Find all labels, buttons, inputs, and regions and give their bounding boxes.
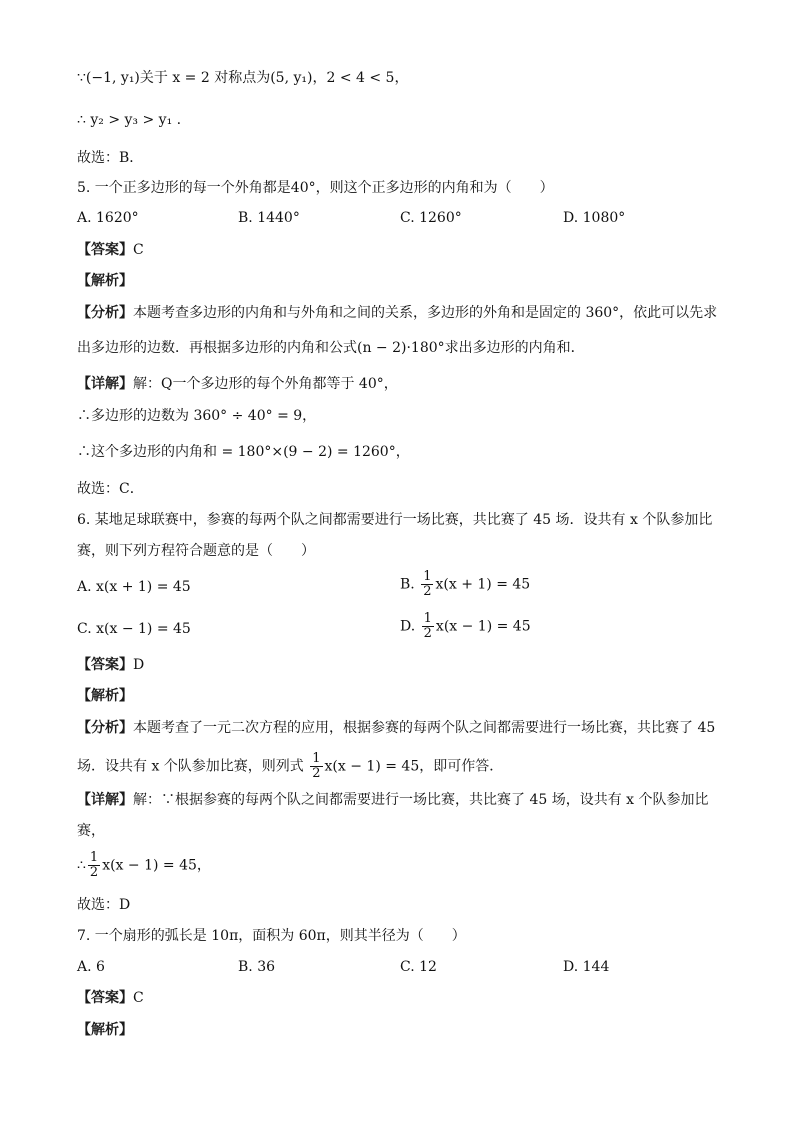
q5-fenxi-line-1: 【分析】本题考查多边形的内角和与外角和之间的关系，多边形的外角和是固定的 360°，依此可以先求 [77,305,718,321]
q7-option-d: D. 144 [563,959,610,975]
q7-answer-tag: 【答案】 [77,990,133,1006]
q6-fenxi-line-2: 场．设共有 x 个队参加比赛，则列式 $\frac{1}{2}$ x(x − 1) = 45，即可作答． [77,751,504,781]
q6-stem-line-1: 6. 某地足球联赛中，参赛的每两个队之间都需要进行一场比赛，共比赛了 45 场．设共有 x 个队参加比 [77,512,713,528]
q5-analysis-tag: 【解析】 [77,273,133,289]
q6-option-d: D. $\frac{1}{2}$ x(x − 1) = 45 [400,611,531,641]
q5-answer: C [133,242,144,258]
fraction-one-half: $\frac{1}{2}$ [423,611,432,641]
q6-xiangjie-line-3: ∴ $\frac{1}{2}$ x(x − 1) = 45， [77,850,211,880]
q5-option-a: A. 1620° [77,210,139,226]
fraction-one-half: $\frac{1}{2}$ [89,850,99,880]
q6-option-c: C. x(x − 1) = 45 [77,621,191,637]
prev-solution-choose: 故选：B． [77,150,144,166]
q5-xiangjie-tag: 【详解】 [77,376,133,392]
q5-fenxi-line-2: 出多边形的边数．再根据多边形的内角和公式(n − 2)·180°求出多边形的内角和． [77,340,585,356]
q6-xiangjie-line-1: 【详解】解：∵根据参赛的每两个队之间都需要进行一场比赛，共比赛了 45 场，设共有 x 个队参加比 [77,792,709,808]
q6-xiangjie-tag: 【详解】 [77,792,133,808]
q7-option-a: A. 6 [77,959,105,975]
q6-answer-line [77,655,144,675]
q7-answer: C [133,990,144,1006]
prev-solution-line-2: ∴ y₂ > y₃ > y₁ . [77,112,182,128]
q6-stem-line-2: 赛，则下列方程符合题意的是（ ） [77,543,315,559]
q5-xiangjie-line-2: ∴多边形的边数为 360° ÷ 40° = 9， [77,408,317,424]
fraction-one-half: $\frac{1}{2}$ [312,751,321,781]
q5-choose: 故选：C． [77,481,144,497]
q6-xiangjie-line-2: 赛， [77,823,105,839]
q6-option-a: A. x(x + 1) = 45 [77,579,191,595]
q7-option-b: B. 36 [238,959,276,975]
q7-answer-line [77,988,144,1008]
q6-answer-tag: 【答案】 [77,657,133,673]
fraction-one-half: $\frac{1}{2}$ [423,569,432,599]
q6-answer: D [133,657,145,673]
q5-option-d: D. 1080° [563,210,626,226]
q5-answer-line [77,240,144,260]
q5-fenxi-tag: 【分析】 [77,305,133,321]
q6-fenxi-line-1: 【分析】本题考查了一元二次方程的应用，根据参赛的每两个队之间都需要进行一场比赛，共比赛了 45 [77,720,716,736]
prev-solution-line-1: ∵(−1, y₁)关于 x = 2 对称点为(5, y₁)，2 < 4 < 5， [77,70,409,86]
q5-option-c: C. 1260° [400,210,462,226]
q5-answer-tag: 【答案】 [77,242,133,258]
q6-analysis-tag: 【解析】 [77,688,133,704]
q5-xiangjie-line-3: ∴这个多边形的内角和 = 180°×(9 − 2) = 1260°， [77,444,410,460]
q7-analysis-tag: 【解析】 [77,1022,133,1038]
q6-choose: 故选：D [77,897,131,913]
q7-stem: 7. 一个扇形的弧长是 10π，面积为 60π，则其半径为（ ） [77,928,466,944]
q5-xiangjie-line-1: 【详解】解：Q一个多边形的每个外角都等于 40°， [77,376,398,392]
q7-option-c: C. 12 [400,959,437,975]
q6-option-b: B. $\frac{1}{2}$ x(x + 1) = 45 [400,569,531,599]
q6-fenxi-tag: 【分析】 [77,720,133,736]
q5-stem: 5. 一个正多边形的每一个外角都是40°，则这个正多边形的内角和为（ ） [77,180,554,196]
q5-option-b: B. 1440° [238,210,300,226]
